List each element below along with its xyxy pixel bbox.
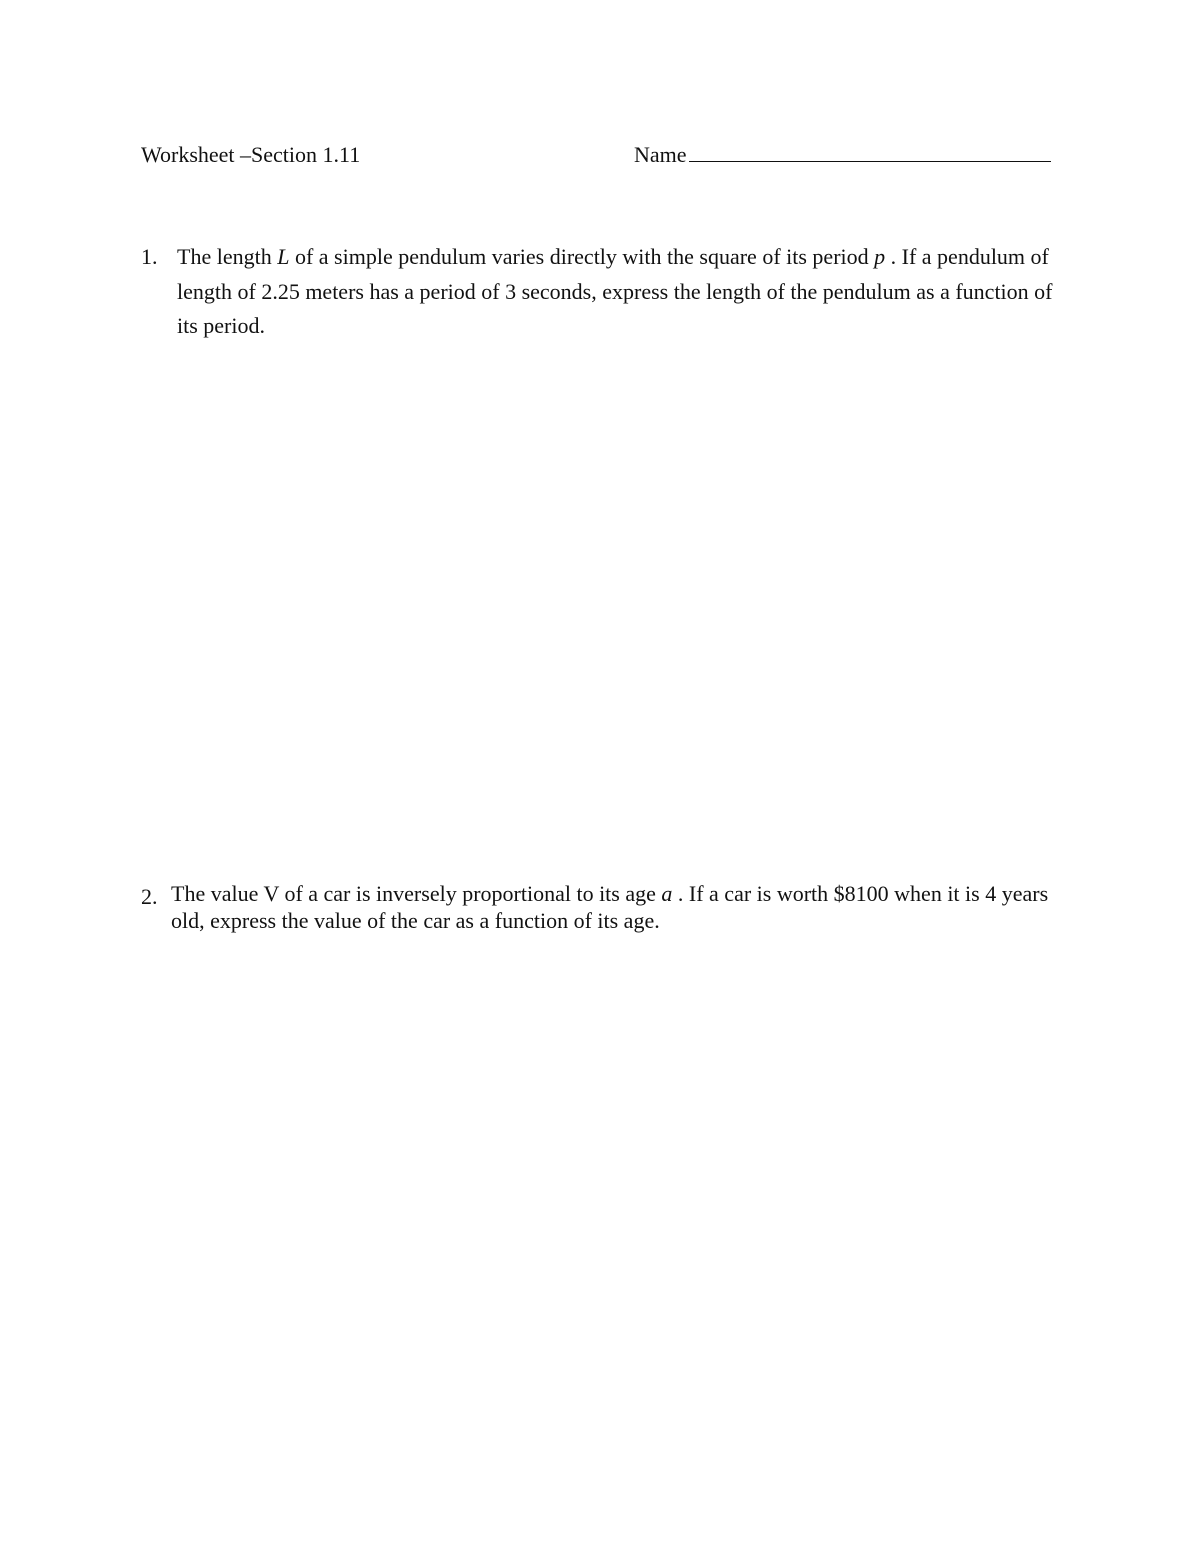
question-number: 1.: [141, 244, 158, 269]
worksheet-title: Worksheet –Section 1.11: [141, 142, 361, 167]
name-label: Name: [634, 142, 687, 167]
variable-L: L: [277, 244, 290, 269]
question-text-part: The value V of a car is inversely proportional to its age: [171, 881, 662, 906]
question-text: [177, 240, 1057, 344]
name-field: [634, 138, 1051, 172]
name-blank-line: [689, 139, 1051, 162]
variable-a: a: [661, 881, 673, 906]
question-text-part: The length: [177, 244, 278, 269]
question-text-part: . If a pendulum of length of 2.25 meters has a period of 3 seconds, express the length of the pendulum as a function of its period.: [177, 244, 1053, 338]
question-text: [171, 880, 1051, 934]
question-text-part: of a simple pendulum varies directly with the square of its period: [289, 244, 875, 269]
variable-p: p: [874, 244, 886, 269]
question-text-part: . If a car is worth $8100 when it is 4 years old, express the value of the car as a function of its age.: [171, 881, 1049, 933]
question-number: 2.: [141, 884, 158, 909]
